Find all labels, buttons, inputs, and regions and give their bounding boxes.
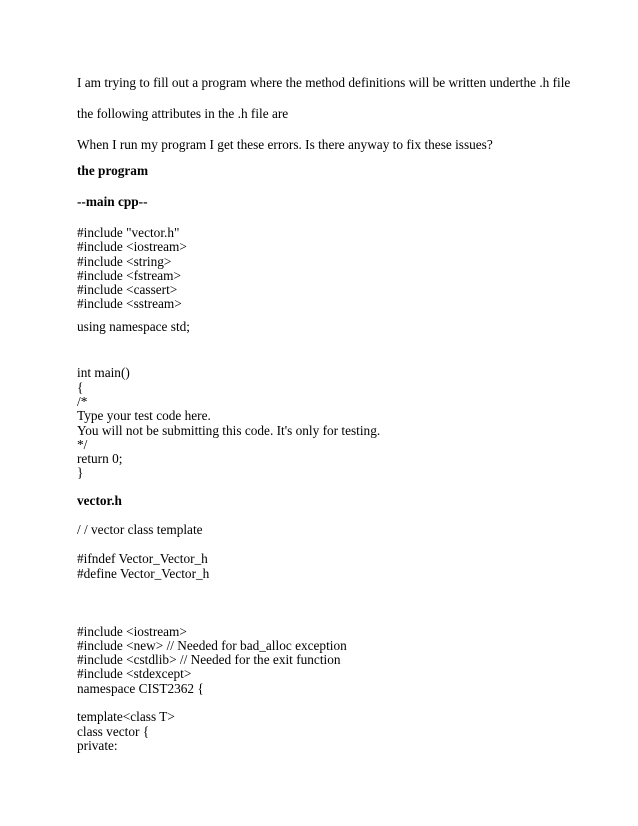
intro-paragraph-1: I am trying to fill out a program where the method definitions will be written underthe .h file: [77, 75, 571, 90]
code-line: #include <iostream>: [77, 624, 187, 639]
code-line: Type your test code here.: [77, 408, 211, 423]
code-line: #include <fstream>: [77, 268, 181, 283]
code-line: }: [77, 465, 84, 480]
code-line: #include <cstdlib> // Needed for the exit function: [77, 652, 341, 667]
code-line: #ifndef Vector_Vector_h: [77, 551, 208, 566]
heading-main-cpp: --main cpp--: [77, 194, 148, 209]
code-line: private:: [77, 738, 118, 753]
code-line: #include <sstream>: [77, 296, 182, 311]
code-line: #include <stdexcept>: [77, 666, 192, 681]
intro-paragraph-3: When I run my program I get these errors. Is there anyway to fix these issues?: [77, 137, 493, 152]
code-line: return 0;: [77, 451, 123, 466]
code-line: #define Vector_Vector_h: [77, 566, 210, 581]
vector-comment-line: / / vector class template: [77, 522, 203, 537]
code-line: /*: [77, 394, 88, 409]
code-line: namespace CIST2362 {: [77, 681, 204, 696]
code-line: {: [77, 380, 84, 395]
code-line: You will not be submitting this code. It's only for testing.: [77, 423, 381, 438]
code-line: #include <iostream>: [77, 239, 187, 254]
code-line: #include <string>: [77, 254, 172, 269]
code-line: #include <new> // Needed for bad_alloc exception: [77, 638, 347, 653]
code-line: int main(): [77, 365, 130, 380]
intro-paragraph-2: the following attributes in the .h file are: [77, 106, 289, 121]
heading-vector-h: vector.h: [77, 493, 122, 508]
code-line: template<class T>: [77, 709, 175, 724]
code-line: #include <cassert>: [77, 282, 178, 297]
code-line: */: [77, 437, 88, 452]
using-namespace-line: using namespace std;: [77, 319, 190, 334]
code-line: #include "vector.h": [77, 225, 180, 240]
code-line: class vector {: [77, 724, 150, 739]
heading-the-program: the program: [77, 163, 149, 178]
